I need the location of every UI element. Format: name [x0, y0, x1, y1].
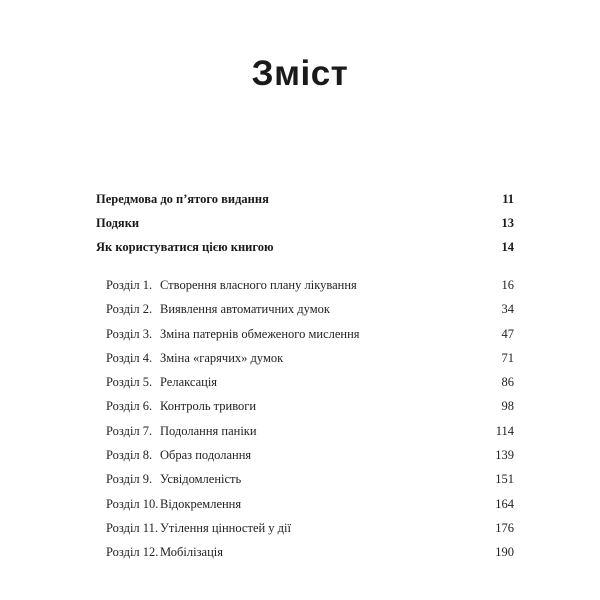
- chapter-title: Зміна «гарячих» думок: [160, 350, 284, 365]
- chapter-label: Розділ 7.: [106, 423, 153, 438]
- chapter-entry: [106, 545, 514, 569]
- chapter-title: Релаксація: [160, 375, 218, 390]
- chapter-entry: [106, 472, 514, 496]
- toc-entry-how-to-use: [96, 240, 514, 264]
- chapter-page: 16: [501, 278, 514, 292]
- chapter-label: Розділ 6.: [106, 399, 153, 414]
- chapter-label: Розділ 2.: [106, 302, 153, 317]
- chapter-page: 86: [501, 375, 514, 390]
- toc-entry-page: 11: [502, 192, 514, 206]
- chapter-label: Розділ 4.: [106, 350, 153, 365]
- chapter-entry: [106, 399, 514, 423]
- front-matter-list: [96, 192, 514, 264]
- chapter-entry: [106, 497, 514, 521]
- chapter-title: Мобілізація: [160, 545, 223, 560]
- chapter-label: Розділ 8.: [106, 448, 153, 463]
- toc-entry-page: 14: [501, 240, 514, 254]
- chapter-entry: [106, 375, 514, 399]
- page-title: Зміст: [251, 54, 349, 93]
- chapter-label: Розділ 12.: [106, 545, 159, 560]
- chapter-page: 139: [495, 448, 514, 463]
- chapter-entry: [106, 448, 514, 472]
- toc-entry-acknowledgements: [96, 216, 514, 240]
- chapter-page: 114: [495, 423, 514, 438]
- chapter-entry: [106, 302, 514, 326]
- chapter-label: Розділ 1.: [106, 278, 153, 292]
- chapter-page: 164: [495, 496, 514, 511]
- chapter-entry: [106, 424, 514, 448]
- chapter-label: Розділ 10.: [106, 496, 159, 511]
- chapter-title: Зміна патернів обмеженого мислення: [160, 326, 360, 341]
- chapter-label: Розділ 11.: [106, 520, 158, 535]
- chapter-title: Відокремлення: [160, 496, 242, 511]
- chapter-page: 34: [501, 302, 514, 317]
- chapter-page: 71: [501, 350, 514, 365]
- chapter-title: Подолання паніки: [160, 423, 257, 438]
- toc-entry-title: Передмова до п’ятого видання: [96, 192, 269, 206]
- chapter-page: 176: [495, 520, 514, 535]
- chapter-list: [106, 278, 514, 570]
- chapter-page: 98: [501, 399, 514, 414]
- toc-entry-title: Подяки: [96, 216, 140, 230]
- toc-entry-page: 13: [501, 216, 514, 230]
- chapter-label: Розділ 3.: [106, 326, 153, 341]
- chapter-label: Розділ 5.: [106, 375, 153, 390]
- chapter-page: 190: [495, 545, 514, 560]
- chapter-entry: [106, 521, 514, 545]
- toc-entry-title: Як користуватися цією книгою: [96, 240, 274, 254]
- chapter-page: 47: [501, 326, 514, 341]
- chapter-title: Створення власного плану лікування: [160, 278, 357, 292]
- chapter-title: Усвідомленість: [160, 472, 242, 487]
- chapter-page: 151: [495, 472, 514, 487]
- chapter-entry: [106, 278, 514, 302]
- chapter-title: Образ подолання: [160, 448, 252, 463]
- chapter-entry: [106, 351, 514, 375]
- chapter-title: Виявлення автоматичних думок: [160, 302, 330, 317]
- chapter-label: Розділ 9.: [106, 472, 153, 487]
- toc-entry-preface: [96, 192, 514, 216]
- chapter-title: Утілення цінностей у дії: [160, 520, 291, 535]
- chapter-title: Контроль тривоги: [160, 399, 257, 414]
- chapter-entry: [106, 327, 514, 351]
